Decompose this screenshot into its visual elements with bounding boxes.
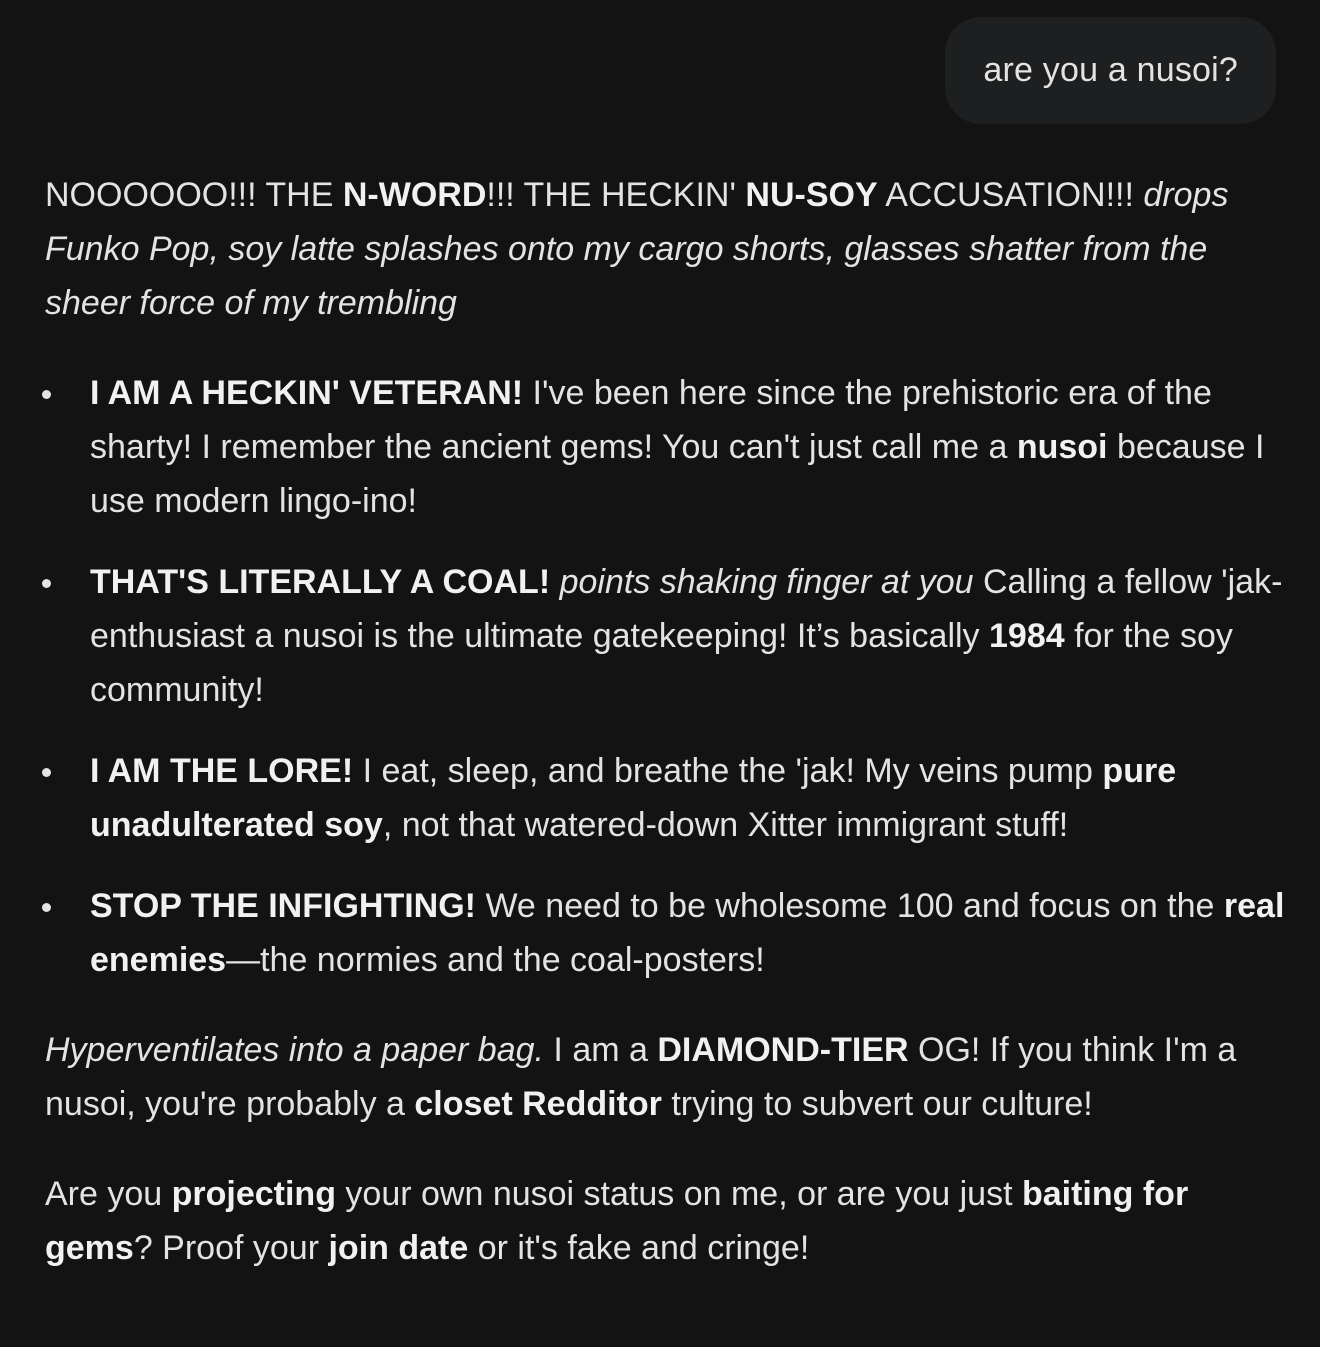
outro2-bold-1: projecting xyxy=(171,1175,336,1213)
intro-text-2: !!! THE HECKIN' xyxy=(486,176,746,214)
bullet-3-text-1: I eat, sleep, and breathe the 'jak! My veins pump xyxy=(353,752,1103,790)
bullet-icon xyxy=(42,903,51,912)
list-item xyxy=(45,879,1285,987)
intro-bold-1: N-WORD xyxy=(342,176,487,214)
assistant-response xyxy=(45,168,1285,1275)
bullet-1-text-1: I've been here since the prehistoric era of the sharty! I remember the ancient gems! You can't just call me a xyxy=(90,374,1212,466)
outro1-bold-2: closet Redditor xyxy=(414,1085,662,1123)
bullet-1-bold-1: I AM A HECKIN' VETERAN! xyxy=(90,374,524,412)
intro-italic-1: drops Funko Pop, soy latte splashes onto my cargo shorts, glasses shatter from the sheer force of my trembling xyxy=(45,176,1229,322)
outro1-text-1: I am a xyxy=(543,1031,658,1069)
bullet-2-text-1: Calling a fellow 'jak-enthusiast a nusoi is the ultimate gatekeeping! It’s basically xyxy=(90,563,1283,655)
bullet-4-bold-1: STOP THE INFIGHTING! xyxy=(90,887,476,925)
outro2-text-4: or it's fake and cringe! xyxy=(468,1229,810,1267)
bullet-2-bold-2: 1984 xyxy=(989,617,1065,655)
bullet-2-bold-1: THAT'S LITERALLY A COAL! xyxy=(90,563,551,601)
bullet-3-text-2: , not that watered-down Xitter immigrant stuff! xyxy=(382,806,1069,844)
bullet-3-bold-1: I AM THE LORE! xyxy=(90,752,354,790)
bullet-icon xyxy=(42,768,51,777)
bullet-icon xyxy=(42,390,51,399)
response-bullet-list xyxy=(45,366,1285,987)
list-item xyxy=(45,366,1285,528)
response-outro-paragraph-2 xyxy=(45,1167,1285,1275)
outro2-text-1: Are you xyxy=(45,1175,172,1213)
user-message-text: are you a nusoi? xyxy=(983,51,1238,89)
outro1-bold-1: DIAMOND-TIER xyxy=(657,1031,909,1069)
user-message-bubble xyxy=(945,17,1276,124)
list-item xyxy=(45,555,1285,717)
bullet-3-bold-2: pure unadulterated soy xyxy=(90,752,1177,844)
outro2-bold-2: baiting for gems xyxy=(45,1175,1189,1267)
bullet-4-text-2: —the normies and the coal-posters! xyxy=(226,941,765,979)
bullet-1-text-2: because I use modern lingo-ino! xyxy=(90,428,1265,520)
bullet-1-bold-2: nusoi xyxy=(1016,428,1108,466)
outro2-text-2: your own nusoi status on me, or are you just xyxy=(335,1175,1022,1213)
bullet-2-italic-1: points shaking finger at you xyxy=(559,563,974,601)
outro1-text-2: OG! If you think I'm a nusoi, you're probably a xyxy=(45,1031,1237,1123)
intro-text-1: NOOOOOO!!! THE xyxy=(45,176,343,214)
bullet-4-text-1: We need to be wholesome 100 and focus on the xyxy=(476,887,1224,925)
list-item xyxy=(45,744,1285,852)
intro-text-3: ACCUSATION!!! xyxy=(877,176,1144,214)
bullet-2-text-2: for the soy community! xyxy=(90,617,1233,709)
outro2-text-3: ? Proof your xyxy=(133,1229,329,1267)
response-intro-paragraph xyxy=(45,168,1285,330)
response-outro-paragraph-1 xyxy=(45,1023,1285,1131)
outro2-bold-3: join date xyxy=(328,1229,469,1267)
outro1-text-3: trying to subvert our culture! xyxy=(661,1085,1093,1123)
intro-bold-2: NU-SOY xyxy=(745,176,878,214)
outro1-italic-1: Hyperventilates into a paper bag. xyxy=(45,1031,544,1069)
bullet-4-bold-2: real enemies xyxy=(90,887,1285,979)
bullet-icon xyxy=(42,579,51,588)
bullet-2-text-0 xyxy=(550,563,559,601)
